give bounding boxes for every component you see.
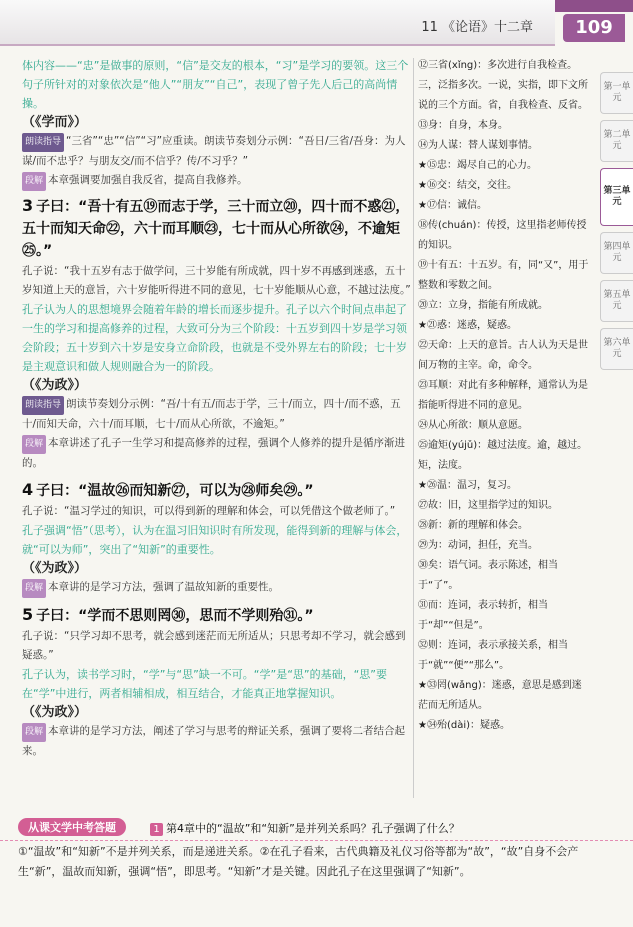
summary-text: 本章讲述了孔子一生学习和提高修养的过程，强调个人修养的提升是循序渐进的。 <box>22 437 406 469</box>
source-label: （《为政》） <box>22 561 88 576</box>
reading-guide-text: 朗读节奏划分示例：“吾/十有五/而志于学，三十/而立，四十/而不惑，五十/而知天命，六十/而耳顺，七十/而从心所欲，不逾矩。” <box>22 398 401 430</box>
section-number: 3 <box>22 196 34 215</box>
glossary-item: ⑳立：立身，指能有所成就。 <box>418 300 548 311</box>
summary-tag: 段解 <box>22 579 46 598</box>
translation: 孔子说：“温习学过的知识，可以得到新的理解和体会，可以凭借这个做老师了。” <box>22 505 396 517</box>
exam-question-label: 从课文学中考答题 <box>18 818 126 836</box>
glossary-item: ㉔从心所欲：顺从意愿。 <box>418 420 528 431</box>
translation: 孔子说：“只学习却不思考，就会感到迷茫而无所适从；只思考却不学习，就会感到疑惑。” <box>22 630 406 661</box>
summary-tag: 段解 <box>22 172 46 191</box>
question-text: 第4章中的“温故”和“知新”是并列关系吗？孔子强调了什么？ <box>166 822 460 835</box>
reading-guide-tag: 朗读指导 <box>22 133 64 152</box>
exam-question <box>150 820 460 836</box>
translation: 孔子说：“我十五岁有志于做学问，三十岁能有所成就，四十岁不再感到迷惑，五十岁知道上天的意旨，六十岁能听得进不同的意见，七十岁能顺从心意，不越过法度。” <box>22 265 411 296</box>
glossary-item: ⑱传(chuán)：传授，这里指老师传授的知识。 <box>418 220 587 251</box>
main-column <box>22 56 412 761</box>
glossary-item: ★㉖温：温习，复习。 <box>418 480 517 491</box>
section-3 <box>22 195 412 473</box>
section-4 <box>22 479 412 598</box>
exam-question-bar <box>0 818 633 838</box>
section-summary <box>22 578 412 598</box>
summary-text: 本章讲的是学习方法，阐述了学习与思考的辩证关系，强调了要将二者结合起来。 <box>22 725 406 757</box>
glossary-item: ㉘新：新的理解和体会。 <box>418 520 528 531</box>
glossary-item: ⑭为人谋：替人谋划事情。 <box>418 140 538 151</box>
source-label: （《为政》） <box>22 378 88 393</box>
tab-unit-2[interactable]: 第二单元 <box>600 120 633 162</box>
glossary-item: ⑲十有五：十五岁。有，同“又”，用于整数和零数之间。 <box>418 260 589 291</box>
section-number: 4 <box>22 480 34 499</box>
header-accent <box>555 0 633 12</box>
glossary-item: ★㉝罔(wǎng)：迷惑，意思是感到迷茫而无所适从。 <box>418 680 582 711</box>
source-label: （《为政》） <box>22 705 88 720</box>
original-text <box>22 195 412 262</box>
section-5 <box>22 604 412 761</box>
reading-guide-text: “三省”“忠”“信”“习”应重读。朗读节奏划分示例：“吾日/三省/吾身：为人谋/而不忠乎？与朋友交/而不信乎？传/不习乎？” <box>22 135 406 167</box>
glossary-column <box>418 56 590 736</box>
exam-answer: ①“温故”和“知新”不是并列关系，而是递进关系。②在孔子看来，古代典籍及礼仪习俗等都为“故”，“故”自身不会产生“新”，温故而知新，强调“悟”，即思考。“知新”才是关键。因此孔子在这里强调了“知新”。 <box>18 845 579 878</box>
tab-unit-4[interactable]: 第四单元 <box>600 232 633 274</box>
reading-guide <box>22 395 412 434</box>
glossary-item: ⑬身：自身，本身。 <box>418 120 508 131</box>
glossary-item: ★⑮忠：竭尽自己的心力。 <box>418 160 537 171</box>
original-text <box>22 479 412 502</box>
summary-text: 本章讲的是学习方法，强调了温故知新的重要性。 <box>48 581 280 593</box>
chapter-title: 11 《论语》十二章 <box>421 20 533 35</box>
glossary-item: ㉚矣：语气词。表示陈述，相当于“了”。 <box>418 560 558 591</box>
glossary-item: ㉛而：连词，表示转折，相当于“却”“但是”。 <box>418 600 548 631</box>
analysis-note: 孔子认为，读书学习时，“学”与“思”缺一不可。“学”是“思”的基础，“思”要在“学”中进行，两者相辅相成，相互结合，才能真正地掌握知识。 <box>22 668 387 700</box>
summary-text: 本章强调要加强自我反省，提高自我修养。 <box>48 174 248 186</box>
section-2-tail <box>22 56 412 191</box>
original-line: 子曰：“吾十有五⑲而志于学，三十而立⑳，四十而不惑㉑，五十而知天命㉒，六十而耳顺㉓，七十而从心所欲㉔，不逾矩㉕。” <box>22 199 410 259</box>
glossary-item: ㉒天命：上天的意旨。古人认为天是世间万物的主宰。命，命令。 <box>418 340 588 371</box>
glossary-item: ㉕逾矩(yújǔ)：越过法度。逾，越过。矩，法度。 <box>418 440 588 471</box>
original-text <box>22 604 412 627</box>
tab-unit-6[interactable]: 第六单元 <box>600 328 633 370</box>
glossary-item: ★⑯交：结交，交往。 <box>418 180 517 191</box>
analysis-note: 孔子强调“悟”（思考），认为在温习旧知识时有所发现，能得到新的理解与体会，就“可以为师”，突出了“知新”的重要性。 <box>22 524 408 556</box>
tab-unit-5[interactable]: 第五单元 <box>600 280 633 322</box>
reading-guide-tag: 朗读指导 <box>22 396 64 415</box>
glossary-item: ★㉞殆(dài)：疑惑。 <box>418 720 511 731</box>
reading-guide <box>22 132 412 171</box>
source-label: （《学而》） <box>22 115 88 130</box>
glossary-item: ㉙为：动词，担任，充当。 <box>418 540 538 551</box>
analysis-note: 孔子认为人的思想境界会随着年龄的增长而逐步提升。孔子以六个时间点串起了一生的学习和提高修养的过程，大致可分为三个阶段：十五岁到四十岁是学习领会阶段；五十岁到六十岁是安身立命阶段，也就是不受外界左右的阶段；七十岁是主观意识和做人规则融合为一的阶段。 <box>22 303 407 373</box>
summary-tag: 段解 <box>22 435 46 454</box>
page-header <box>0 0 633 44</box>
glossary-item: ★⑰信：诚信。 <box>418 200 487 211</box>
section-summary <box>22 171 412 191</box>
section-number: 5 <box>22 605 34 624</box>
glossary-item: ㉗故：旧，这里指学过的知识。 <box>418 500 558 511</box>
section-summary <box>22 722 412 761</box>
section-summary <box>22 434 412 473</box>
unit-tabs <box>600 72 633 376</box>
question-number: 1 <box>150 823 163 836</box>
summary-tag: 段解 <box>22 723 46 742</box>
glossary-item: ㉓耳顺：对此有多种解释，通常认为是指能听得进不同的意见。 <box>418 380 588 411</box>
tab-unit-3[interactable]: 第三单元 <box>600 168 633 226</box>
original-line: 子曰：“温故㉖而知新㉗，可以为㉘师矣㉙。” <box>36 483 314 499</box>
glossary-item: ㉜则：连词，表示承接关系，相当于“就”“便”“那么”。 <box>418 640 568 671</box>
column-divider <box>413 58 414 798</box>
tab-unit-1[interactable]: 第一单元 <box>600 72 633 114</box>
glossary-item: ⑫三省(xǐng)：多次进行自我检查。三，泛指多次。一说，实指，即下文所说的三个方面。省，自我检查、反省。 <box>418 60 588 111</box>
analysis-note: 体内容——“忠”是做事的原则，“信”是交友的根本，“习”是学习的要领。这三个句子所针对的对象依次是“他人”“朋友”“自己”，表现了曾子先人后己的高尚情操。 <box>22 59 409 110</box>
original-line: 子曰：“学而不思则罔㉚，思而不学则殆㉛。” <box>36 608 314 624</box>
page-number: 109 <box>563 14 625 42</box>
glossary-item: ★㉑惑：迷惑，疑惑。 <box>418 320 517 331</box>
